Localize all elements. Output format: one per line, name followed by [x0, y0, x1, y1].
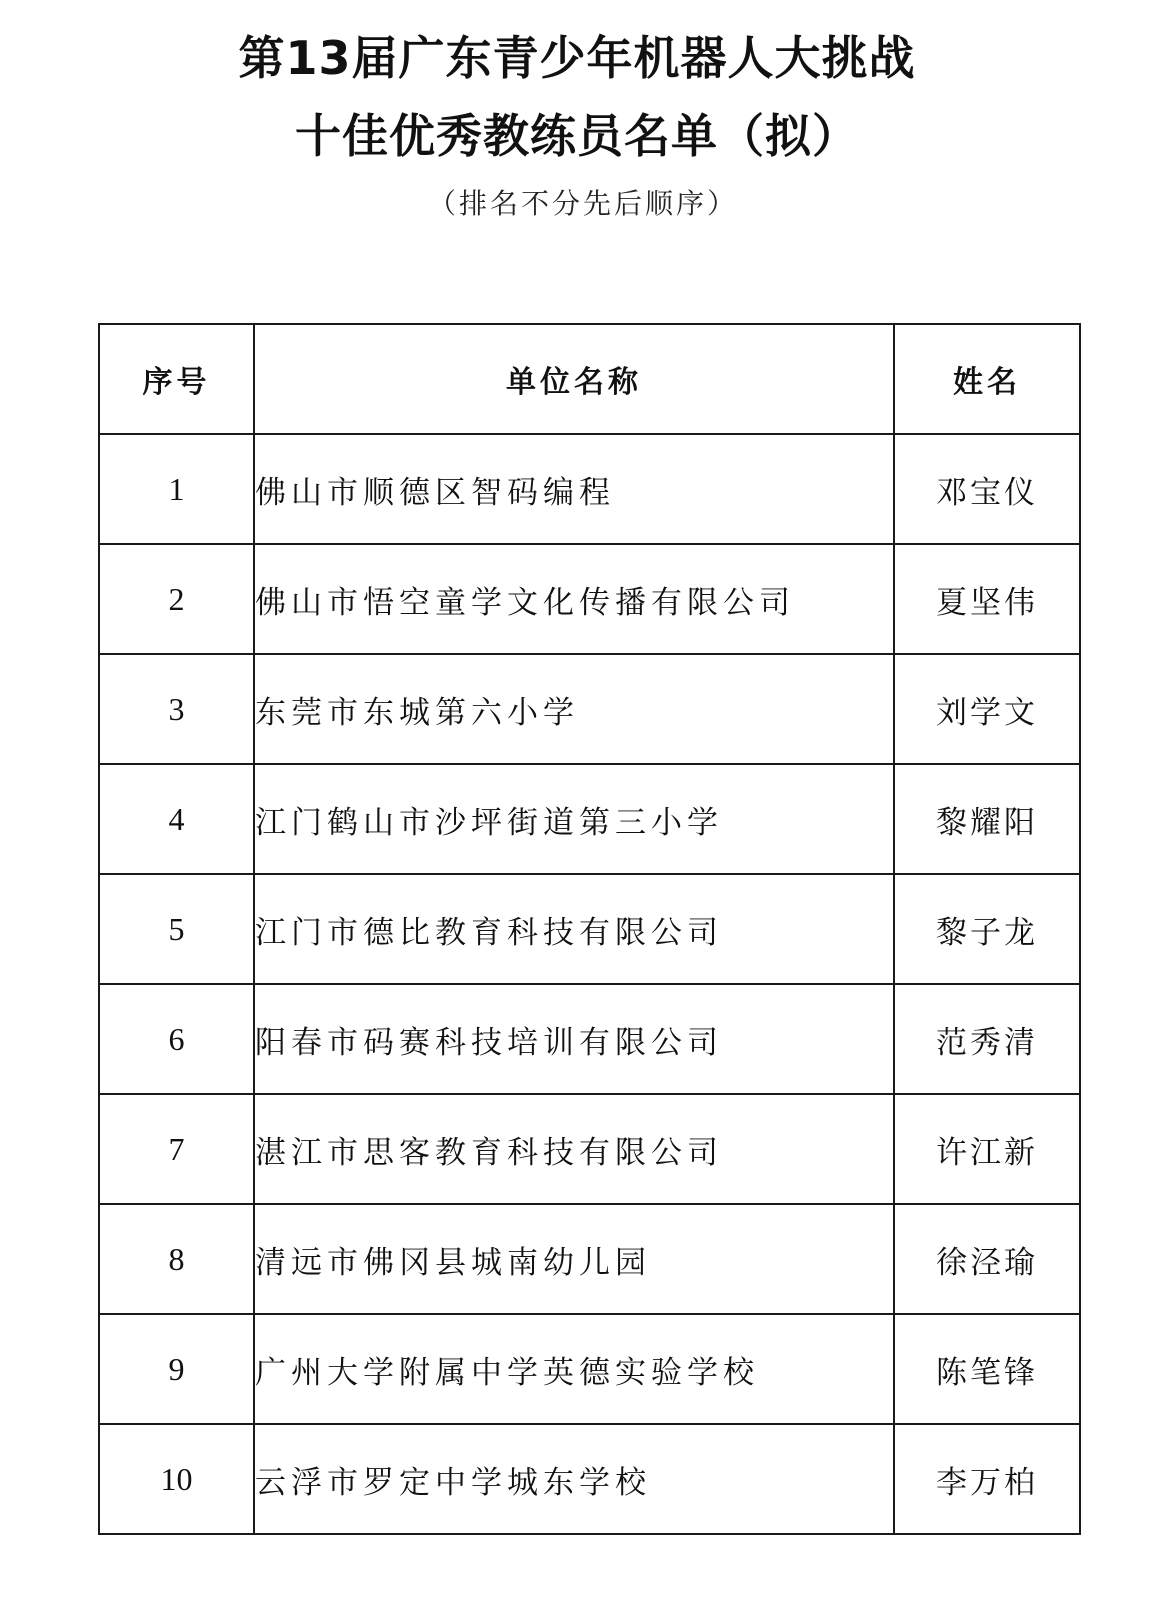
row-name: 徐泾瑜 — [894, 1204, 1080, 1314]
table-row — [99, 1204, 1080, 1314]
row-name: 夏坚伟 — [894, 544, 1080, 654]
row-number: 7 — [99, 1094, 254, 1204]
table-row — [99, 544, 1080, 654]
row-name: 刘学文 — [894, 654, 1080, 764]
table-row — [99, 434, 1080, 544]
row-name: 陈笔锋 — [894, 1314, 1080, 1424]
row-name: 许江新 — [894, 1094, 1080, 1204]
table-row — [99, 764, 1080, 874]
table-row — [99, 1314, 1080, 1424]
row-number: 2 — [99, 544, 254, 654]
table-row — [99, 654, 1080, 764]
page-title: 第13届广东青少年机器人大挑战 — [238, 31, 916, 85]
row-name: 黎耀阳 — [894, 764, 1080, 874]
row-unit: 佛山市顺德区智码编程 — [254, 434, 894, 544]
row-unit: 江门市德比教育科技有限公司 — [254, 874, 894, 984]
column-header-name: 姓名 — [894, 324, 1080, 434]
row-unit: 江门鹤山市沙坪街道第三小学 — [254, 764, 894, 874]
row-unit: 云浮市罗定中学城东学校 — [254, 1424, 894, 1534]
row-unit: 佛山市悟空童学文化传播有限公司 — [254, 544, 894, 654]
row-number: 4 — [99, 764, 254, 874]
table-row — [99, 874, 1080, 984]
table-row — [99, 984, 1080, 1094]
row-number: 1 — [99, 434, 254, 544]
page-subtitle-title: 十佳优秀教练员名单（拟） — [295, 109, 859, 163]
row-unit: 阳春市码赛科技培训有限公司 — [254, 984, 894, 1094]
table-row — [99, 1094, 1080, 1204]
table-header-row — [99, 324, 1080, 434]
row-number: 8 — [99, 1204, 254, 1314]
row-number: 9 — [99, 1314, 254, 1424]
row-number: 6 — [99, 984, 254, 1094]
row-number: 3 — [99, 654, 254, 764]
row-name: 黎子龙 — [894, 874, 1080, 984]
row-number: 5 — [99, 874, 254, 984]
column-header-unit: 单位名称 — [254, 324, 894, 434]
row-unit: 清远市佛冈县城南幼儿园 — [254, 1204, 894, 1314]
row-unit: 湛江市思客教育科技有限公司 — [254, 1094, 894, 1204]
row-number: 10 — [99, 1424, 254, 1534]
column-header-no: 序号 — [99, 324, 254, 434]
ordering-note: （排名不分先后顺序） — [427, 187, 738, 220]
row-name: 邓宝仪 — [894, 434, 1080, 544]
coach-list-table — [98, 323, 1081, 1535]
row-unit: 东莞市东城第六小学 — [254, 654, 894, 764]
row-name: 范秀清 — [894, 984, 1080, 1094]
row-unit: 广州大学附属中学英德实验学校 — [254, 1314, 894, 1424]
row-name: 李万柏 — [894, 1424, 1080, 1534]
table-row — [99, 1424, 1080, 1534]
